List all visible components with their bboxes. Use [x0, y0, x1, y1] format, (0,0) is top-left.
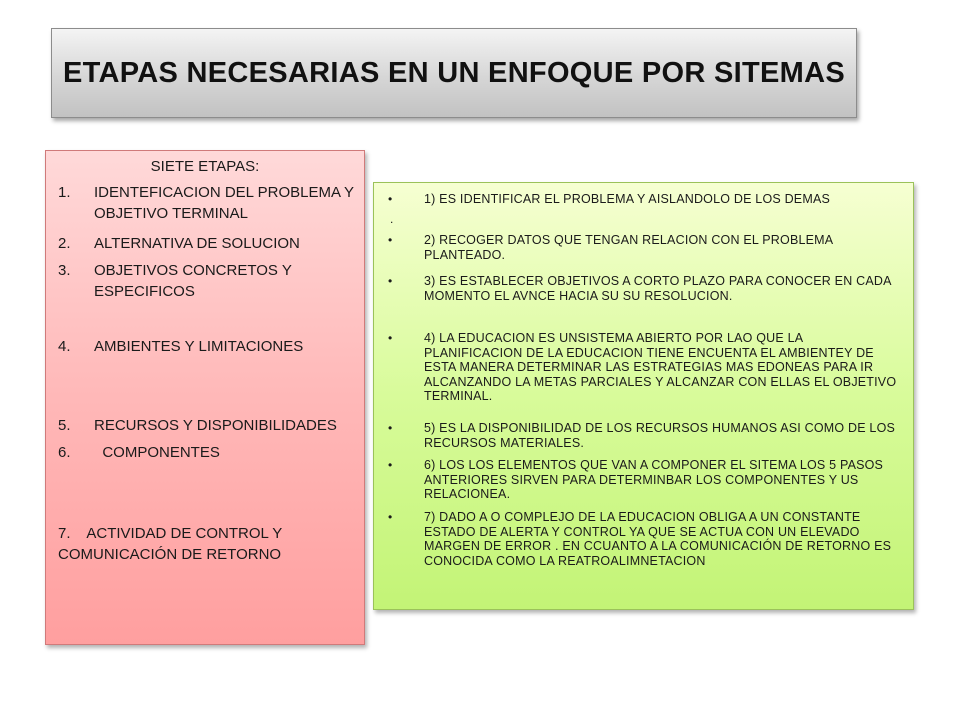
description-item: [388, 192, 898, 207]
step-number: 2.: [58, 235, 71, 252]
steps-heading: SIETE ETAPAS:: [150, 158, 260, 175]
step-item: [58, 415, 358, 436]
description-text: 2) RECOGER DATOS QUE TENGAN RELACION CON EL PROBLEMA PLANTEADO.: [424, 233, 833, 262]
bullet-icon: •: [388, 233, 393, 247]
step-text: AMBIENTES Y LIMITACIONES: [94, 338, 304, 355]
bullet-icon: •: [388, 192, 393, 206]
steps-panel: [45, 150, 365, 645]
step-text: OBJETIVOS CONCRETOS Y ESPECIFICOS: [94, 262, 292, 300]
bullet-icon: •: [388, 421, 393, 435]
step-text: RECURSOS Y DISPONIBILIDADES: [94, 417, 337, 434]
description-item: [388, 421, 898, 450]
description-item: [388, 510, 898, 568]
step-text: COMPONENTES: [94, 444, 220, 461]
bullet-icon: •: [388, 510, 393, 524]
description-text: 7) DADO A O COMPLEJO DE LA EDUCACION OBLIGA A UN CONSTANTE ESTADO DE ALERTA Y CONTROL YA QUE SE ACTUA CON UN ELEVADO MARGEN DE ERROR . EN CCUANTO A LA COMUNICACIÓN DE RETORNO ES CONOCIDA COMO LA REATROALIMNETACION: [424, 510, 892, 568]
slide-title-box: [51, 28, 857, 118]
descriptions-panel: [373, 182, 914, 610]
bullet-icon: •: [388, 458, 393, 472]
bullet-icon: •: [388, 274, 393, 288]
step-number: 4.: [58, 338, 71, 355]
step-number: 1.: [58, 184, 71, 201]
step-number: 3.: [58, 262, 71, 279]
stray-dot: .: [390, 212, 394, 226]
description-text: 1) ES IDENTIFICAR EL PROBLEMA Y AISLANDOLO DE LOS DEMAS: [424, 192, 831, 206]
step-item: [58, 336, 358, 357]
step-number: 6.: [58, 444, 71, 461]
slide-title: ETAPAS NECESARIAS EN UN ENFOQUE POR SITEMAS: [62, 57, 846, 89]
bullet-icon: •: [388, 331, 393, 345]
step-item: [58, 233, 358, 254]
step-number: 5.: [58, 417, 71, 434]
description-text: 4) LA EDUCACION ES UNSISTEMA ABIERTO POR LAO QUE LA PLANIFICACION DE LA EDUCACION TIENE ENCUENTA EL AMBIENTEY DE ESTA MANERA DETERMINAR LAS ESTRATEGIAS MAS EDONEAS PARA IR ALCANZANDO LA METAS PARCIALES Y ALCANZAR CON ELLAS EL OBJETIVO TERMINAL.: [424, 331, 897, 403]
description-item: [388, 233, 898, 262]
description-text: 3) ES ESTABLECER OBJETIVOS A CORTO PLAZO PARA CONOCER EN CADA MOMENTO EL AVNCE HACIA SU SU RESOLUCION.: [424, 274, 891, 303]
step-item-7: 7. ACTIVIDAD DE CONTROL Y COMUNICACIÓN DE RETORNO: [58, 525, 287, 563]
step-item: [58, 182, 358, 224]
description-text: 6) LOS LOS ELEMENTOS QUE VAN A COMPONER EL SITEMA LOS 5 PASOS ANTERIORES SIRVEN PARA DETERMINBAR LOS COMPONENTES Y US RELACIONEA.: [424, 458, 884, 501]
description-item: [388, 274, 898, 303]
description-item: [388, 458, 898, 502]
description-item: [388, 331, 898, 404]
description-text: 5) ES LA DISPONIBILIDAD DE LOS RECURSOS HUMANOS ASI COMO DE LOS RECURSOS MATERIALES.: [424, 421, 896, 450]
step-text: ALTERNATIVA DE SOLUCION: [94, 235, 300, 252]
step-item: [58, 442, 358, 463]
step-item: [58, 260, 358, 302]
step-text: IDENTEFICACION DEL PROBLEMA Y OBJETIVO TERMINAL: [94, 184, 354, 222]
